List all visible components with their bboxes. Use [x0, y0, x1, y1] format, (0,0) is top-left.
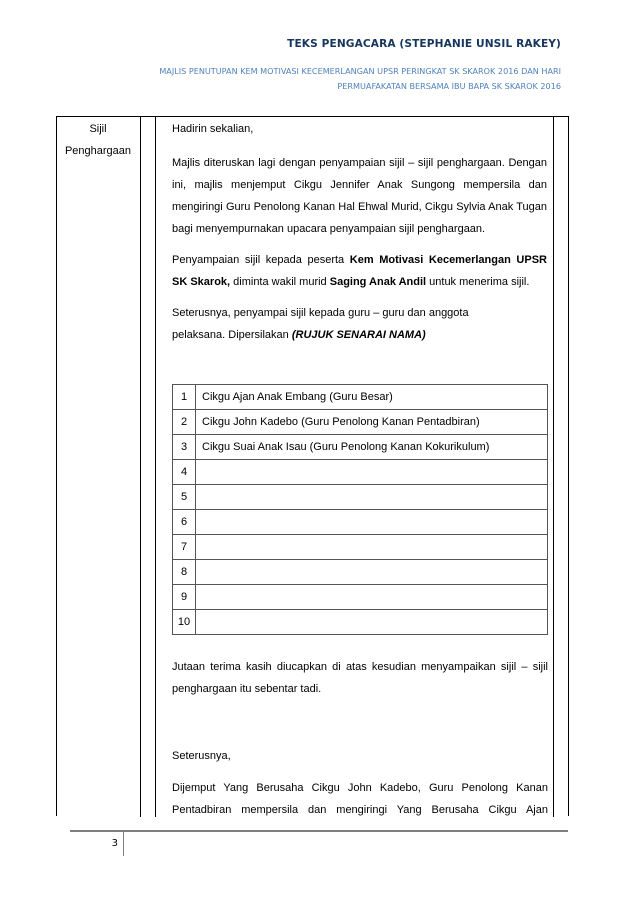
p3-text-a: pelaksana. Dipersilakan — [172, 329, 292, 341]
greeting-text: Hadirin sekalian, — [172, 123, 254, 135]
name-list-number: 6 — [173, 510, 196, 535]
script-content — [172, 118, 547, 346]
name-list-row — [173, 535, 548, 560]
name-list-name — [196, 485, 548, 510]
name-list-number: 1 — [173, 385, 196, 410]
name-list-name — [196, 460, 548, 485]
name-list-row — [173, 510, 548, 535]
name-list-row — [173, 460, 548, 485]
section-label-line-2: Penghargaan — [64, 145, 132, 157]
name-list-row — [173, 585, 548, 610]
name-list-row — [173, 485, 548, 510]
paragraph-participants — [172, 249, 547, 293]
thanks-paragraph — [172, 656, 548, 700]
name-list-row — [173, 410, 548, 435]
name-list-name — [196, 585, 548, 610]
p3-refer-list: (RUJUK SENARAI NAMA) — [291, 329, 426, 341]
subtitle-line-2: PERMUAFAKATAN BERSAMA IBU BAPA SK SKAROK 2016 — [337, 81, 561, 91]
name-list-name: Cikgu John Kadebo (Guru Penolong Kanan Pentadbiran) — [196, 410, 548, 435]
paragraph-presentation: Majlis diteruskan lagi dengan penyampaian sijil – sijil penghargaan. Dengan ini, majlis menjemput Cikgu Jennifer Anak Sungong mempersila dan mengiringi Guru Penolong Kanan Hal Ehwal Murid, Cikgu Sylvia Anak Tugan bagi menyempurnakan upacara penyampaian sijil penghargaan. — [172, 157, 547, 235]
subtitle-line-1: MAJLIS PENUTUPAN KEM MOTIVASI KECEMERLANGAN UPSR PERINGKAT SK SKAROK 2016 DAN HARI — [159, 66, 561, 76]
name-list-row — [173, 610, 548, 635]
paragraph-teachers — [172, 302, 547, 346]
p2-text-a: Penyampaian sijil kepada peserta — [172, 254, 350, 266]
name-list-number: 2 — [173, 410, 196, 435]
name-list-name — [196, 610, 548, 635]
p2-student-name: Saging Anak Andil — [329, 276, 427, 288]
thanks-text: Jutaan terima kasih diucapkan di atas kesudian menyampaikan sijil – sijil penghargaan itu sebentar tadi. — [172, 661, 548, 695]
name-list-row — [173, 385, 548, 410]
name-list-number: 5 — [173, 485, 196, 510]
p2-text-e: untuk menerima sijil. — [426, 276, 530, 288]
document-header-subtitle — [40, 64, 561, 94]
invite-text: Dijemput Yang Berusaha Cikgu John Kadebo, Guru Penolong Kanan Pentadbiran mempersila dan mengiringi Yang Berusaha Cikgu Ajan — [172, 782, 548, 816]
name-list-name: Cikgu Ajan Anak Embang (Guru Besar) — [196, 385, 548, 410]
p2-text-c: diminta wakil murid — [230, 276, 330, 288]
name-list-row — [173, 435, 548, 460]
name-list-number: 4 — [173, 460, 196, 485]
column-divider-2 — [155, 116, 156, 817]
name-list-number: 9 — [173, 585, 196, 610]
name-list-number: 10 — [173, 610, 196, 635]
document-header-title: TEKS PENGACARA (STEPHANIE UNSIL RAKEY) — [287, 38, 561, 50]
footer-vertical-bar — [123, 832, 124, 856]
name-list-name: Cikgu Suai Anak Isau (Guru Penolong Kanan Kokurikulum) — [196, 435, 548, 460]
name-list-row — [173, 560, 548, 585]
column-divider-3 — [553, 116, 554, 817]
name-list-number: 3 — [173, 435, 196, 460]
next-text: Seterusnya, — [172, 750, 231, 762]
section-label-line-1: Sijil — [89, 123, 107, 135]
section-label — [57, 118, 139, 162]
page-number: 3 — [111, 838, 118, 849]
name-list-name — [196, 535, 548, 560]
name-list-table — [172, 384, 548, 635]
name-list-number: 8 — [173, 560, 196, 585]
column-divider-1 — [140, 116, 141, 817]
name-list-name — [196, 560, 548, 585]
p2-event-name: Kem Motivasi Kecemerlangan UPSR SK Skarok, — [172, 254, 547, 288]
name-list-name — [196, 510, 548, 535]
closing-section — [172, 745, 548, 821]
p3-line-1: Seterusnya, penyampai sijil kepada guru – guru dan anggota — [172, 307, 469, 319]
name-list-number: 7 — [173, 535, 196, 560]
footer-divider — [70, 830, 568, 832]
